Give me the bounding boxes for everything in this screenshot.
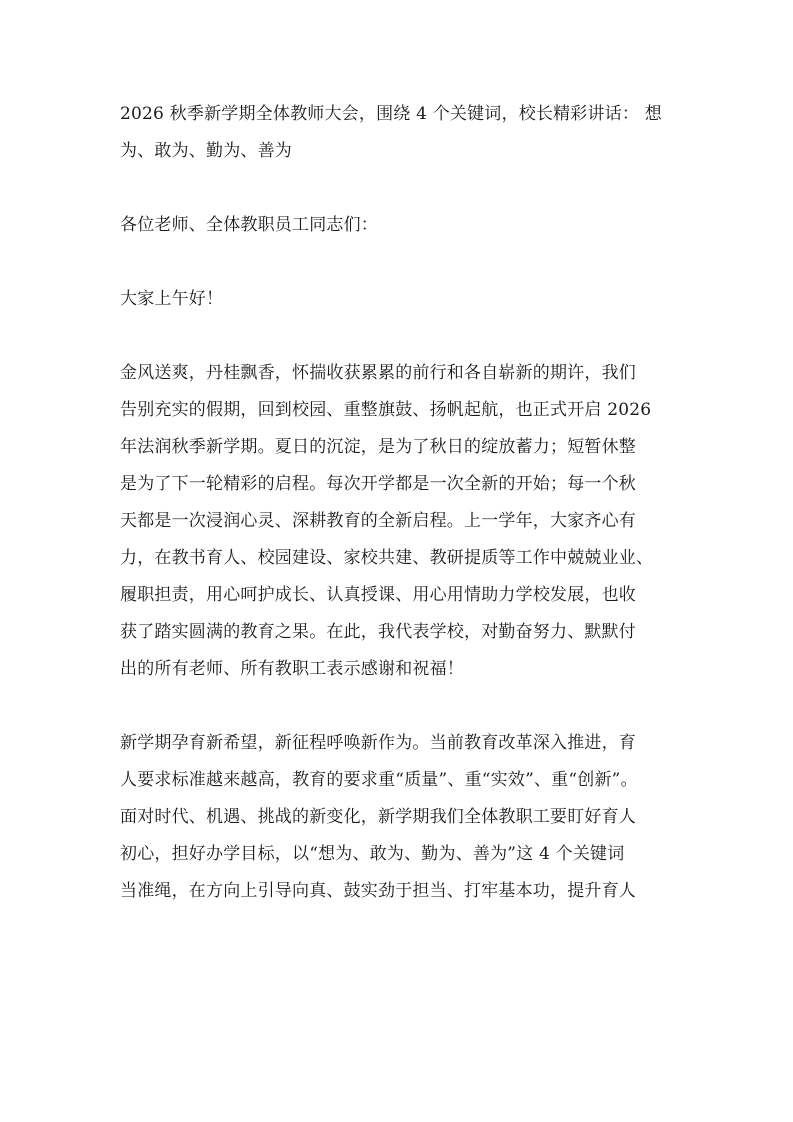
paragraph-line: 力，在教书育人、校园建设、家校共建、教研提质等工作中兢兢业业、	[120, 548, 654, 568]
paragraph-line: 人要求标准越来越高，教育的要求重“质量”、重“实效”、重“创新”。	[120, 770, 638, 790]
paragraph-1	[120, 355, 674, 688]
paragraph-line: 初心，担好办学目标，以“想为、敢为、勤为、善为”这 4 个关键词	[120, 844, 625, 864]
title-line: 2026 秋季新学期全体教师大会，围绕 4 个关键词，校长精彩讲话： 想	[120, 104, 662, 124]
salutation	[120, 207, 674, 244]
title-line: 为、敢为、勤为、善为	[120, 141, 292, 161]
paragraph-2	[120, 725, 674, 910]
paragraph-line: 履职担责，用心呵护成长、认真授课、用心用情助力学校发展，也收	[120, 585, 636, 605]
paragraph-line: 金风送爽，丹桂飘香，怀揣收获累累的前行和各自崭新的期许，我们	[120, 363, 636, 383]
document-title	[120, 96, 674, 170]
paragraph-line: 获了踏实圆满的教育之果。在此，我代表学校，对勤奋努力、默默付	[120, 622, 636, 642]
paragraph-line: 当准绳，在方向上引导向真、鼓实劲于担当、打牢基本功，提升育人	[120, 881, 636, 901]
document-body	[120, 96, 674, 947]
greeting-text: 大家上午好！	[120, 289, 224, 309]
salutation-text: 各位老师、全体教职员工同志们：	[120, 215, 378, 235]
greeting	[120, 281, 674, 318]
paragraph-line: 面对时代、机遇、挑战的新变化，新学期我们全体教职工要盯好育人	[120, 807, 636, 827]
paragraph-line: 新学期孕育新希望，新征程呼唤新作为。当前教育改革深入推进，育	[120, 733, 636, 753]
paragraph-line: 出的所有老师、所有教职工表示感谢和祝福！	[120, 659, 464, 679]
paragraph-line: 告别充实的假期，回到校园、重整旗鼓、扬帆起航，也正式开启 2026	[120, 400, 652, 420]
paragraph-line: 年法润秋季新学期。夏日的沉淀，是为了秋日的绽放蓄力；短暂休整	[120, 437, 636, 457]
paragraph-line: 是为了下一轮精彩的启程。每次开学都是一次全新的开始；每一个秋	[120, 474, 636, 494]
paragraph-line: 天都是一次浸润心灵、深耕教育的全新启程。上一学年，大家齐心有	[120, 511, 636, 531]
